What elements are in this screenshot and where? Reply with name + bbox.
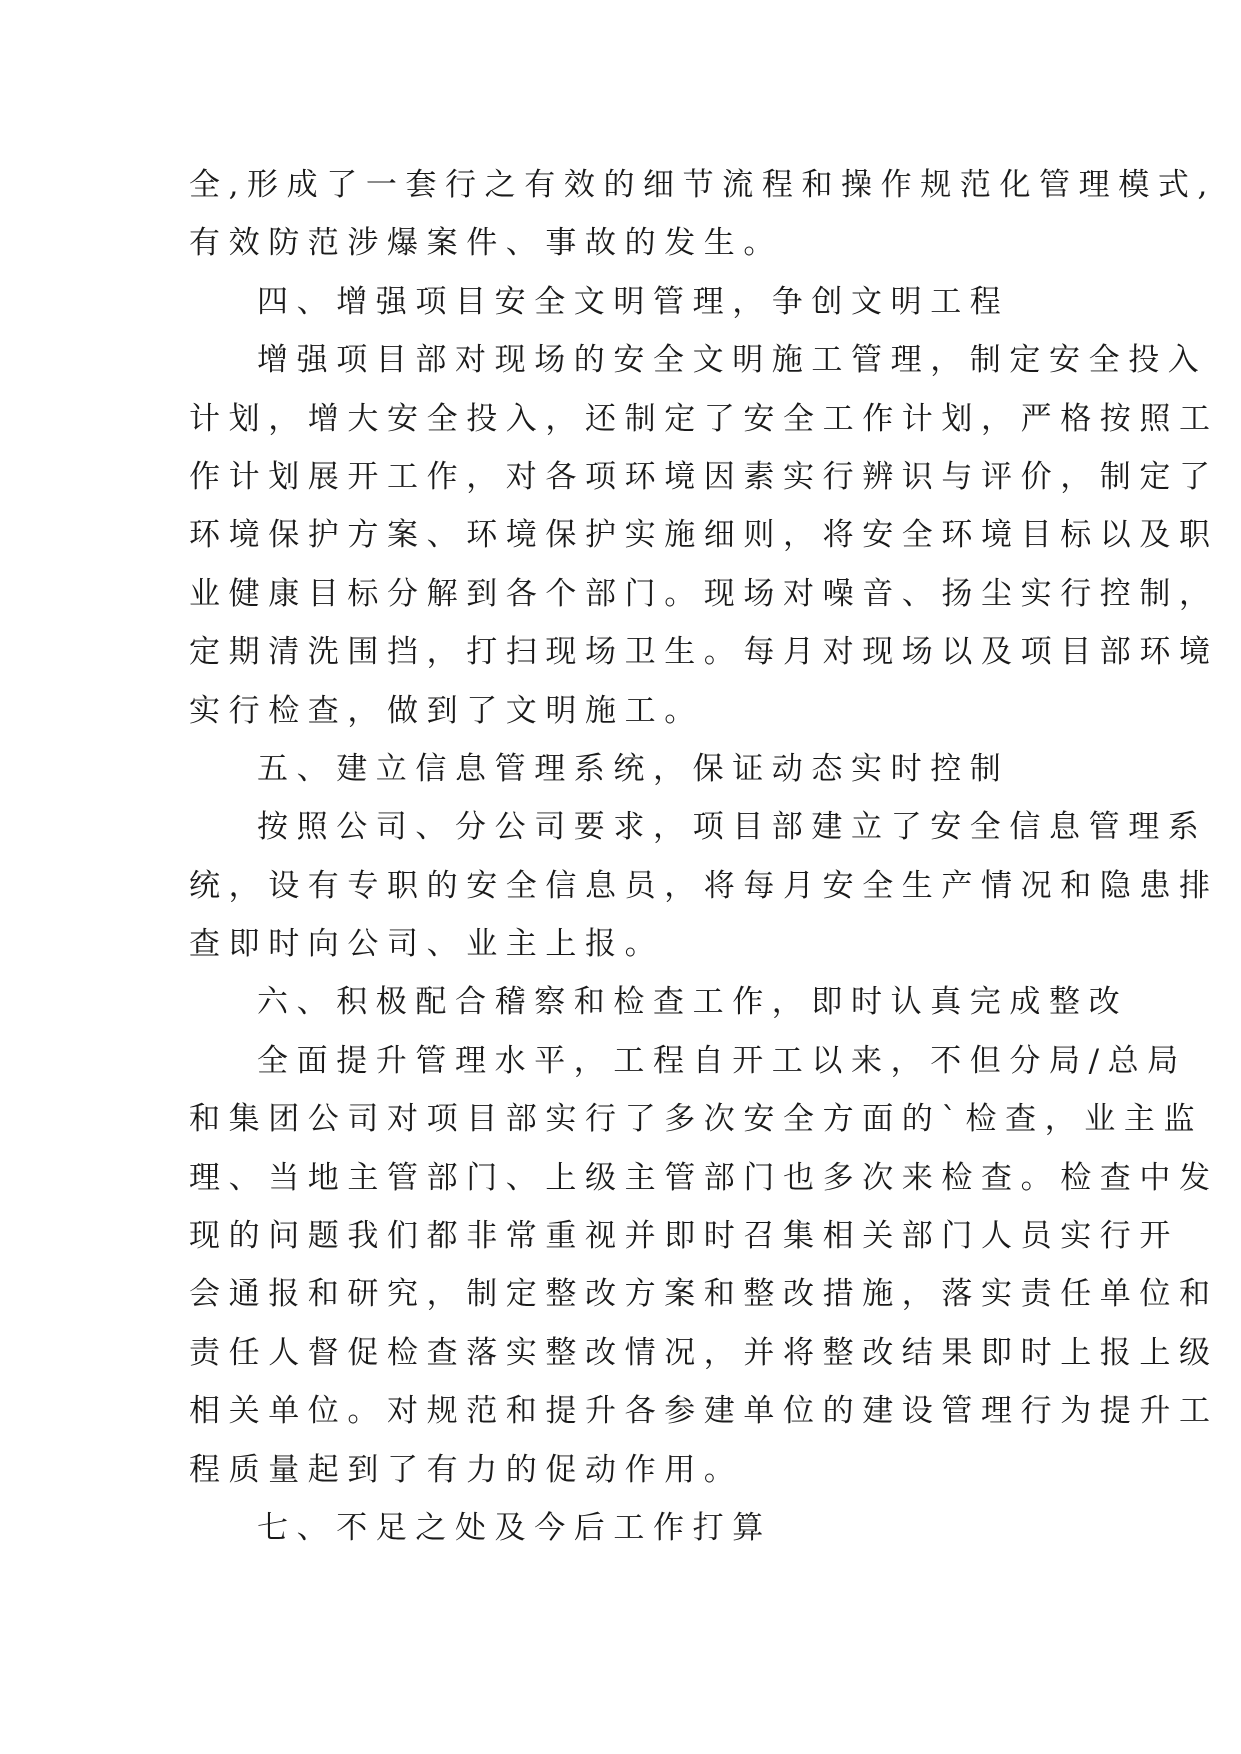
text-line: 现的问题我们都非常重视并即时召集相关部门人员实行开: [189, 1218, 1179, 1255]
text-line: 全面提升管理水平，工程自开工以来，不但分局/总局: [257, 1042, 1187, 1079]
text-line: 作计划展开工作，对各项环境因素实行辨识与评价，制定了: [189, 458, 1219, 495]
text-line: 实行检查，做到了文明施工。: [189, 692, 704, 729]
text-line: 定期清洗围挡，打扫现场卫生。每月对现场以及项目部环境: [189, 634, 1219, 671]
text-line: 业健康目标分解到各个部门。现场对噪音、扬尘实行控制，: [189, 575, 1219, 612]
text-line: 相关单位。对规范和提升各参建单位的建设管理行为提升工: [189, 1393, 1219, 1430]
text-line: 七、不足之处及今后工作打算: [257, 1509, 772, 1546]
document-body: [189, 156, 1219, 1557]
text-line: 理、当地主管部门、上级主管部门也多次来检查。检查中发: [189, 1159, 1219, 1196]
text-line: 有效防范涉爆案件、事故的发生。: [189, 225, 783, 262]
text-line: 按照公司、分公司要求，项目部建立了安全信息管理系: [257, 809, 1208, 846]
text-line: 四、增强项目安全文明管理，争创文明工程: [257, 283, 1010, 320]
text-line: 全,形成了一套行之有效的细节流程和操作规范化管理模式,: [189, 167, 1216, 203]
text-line: 和集团公司对项目部实行了多次安全方面的`检查，业主监: [189, 1101, 1204, 1138]
text-line: 查即时向公司、业主上报。: [189, 926, 665, 963]
text-line: 计划，增大安全投入，还制定了安全工作计划，严格按照工: [189, 400, 1219, 437]
text-line: 增强项目部对现场的安全文明施工管理，制定安全投入: [257, 342, 1208, 379]
text-line: 五、建立信息管理系统，保证动态实时控制: [257, 750, 1010, 787]
text-line: 程质量起到了有力的促动作用。: [189, 1451, 744, 1488]
text-line: 环境保护方案、环境保护实施细则，将安全环境目标以及职: [189, 517, 1219, 554]
text-line: 责任人督促检查落实整改情况，并将整改结果即时上报上级: [189, 1334, 1219, 1371]
text-line: 会通报和研究，制定整改方案和整改措施，落实责任单位和: [189, 1276, 1219, 1313]
text-line: 六、积极配合稽察和检查工作，即时认真完成整改: [257, 984, 1129, 1021]
text-line: 统，设有专职的安全信息员，将每月安全生产情况和隐患排: [189, 867, 1219, 904]
